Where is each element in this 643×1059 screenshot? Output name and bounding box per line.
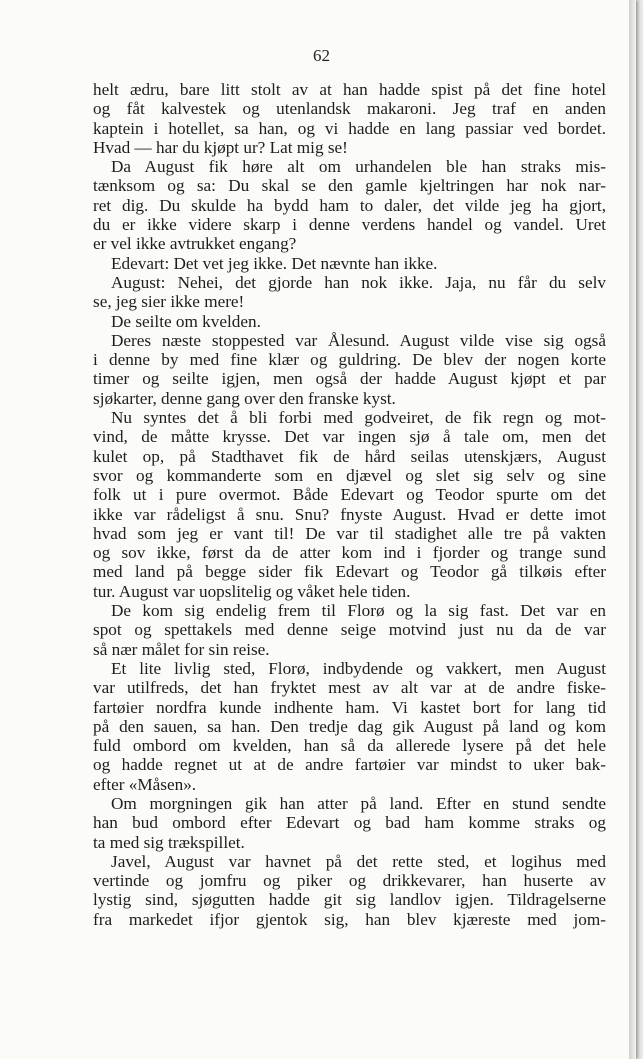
text-line: ta med sig trækspillet.: [93, 832, 245, 852]
text-line: Edevart: Det vet jeg ikke. Det nævnte han ikke.: [111, 253, 438, 273]
text-line: ikke var rådeligst å snu. Snu? fnyste August. Hvad er dette imot: [93, 504, 606, 524]
text-line: han bud ombord efter Edevart og bad ham komme straks og: [93, 813, 606, 833]
text-line: Hvad — har du kjøpt ur? Lat mig se!: [93, 137, 348, 157]
text-line: Nu syntes det å bli forbi med godveiret, de fik regn og mot-: [111, 408, 606, 428]
text-line: fuld ombord om kvelden, han så da allerede lysere på det hele: [93, 736, 606, 756]
text-line: efter «Måsen».: [93, 774, 197, 794]
text-line: De seilte om kvelden.: [111, 311, 261, 331]
text-line: Deres næste stoppested var Ålesund. August vilde vise sig også: [111, 330, 606, 350]
text-line: vertinde og jomfru og piker og drikkevarer, han huserte av: [93, 871, 606, 891]
text-line: kulet op, på Stadthavet fik de hård seilas utenskjærs, August: [93, 446, 606, 466]
page-number: 62: [313, 46, 330, 65]
text-line: se, jeg sier ikke mere!: [93, 292, 245, 312]
text-line: var utilfreds, det han fryktet mest av alt var at de andre fiske-: [93, 678, 606, 698]
text-line: Da August fik høre alt om urhandelen ble han straks mis-: [111, 157, 606, 177]
text-line: svor og kommanderte som en djævel og slet sig selv og sine: [93, 465, 606, 485]
text-line: sjøkarter, denne gang over den franske kyst.: [93, 388, 396, 408]
text-line: med land på begge sider fik Edevart og Teodor gå tilkøis efter: [93, 562, 606, 582]
text-line: Javel, August var havnet på det rette sted, et logihus med: [111, 851, 606, 871]
text-line: Et lite livlig sted, Florø, indbydende og vakkert, men August: [111, 658, 606, 678]
text-line: lystig sind, sjøgutten hadde git sig landlov igjen. Tildragelserne: [93, 890, 606, 910]
text-line: du er ikke videre skarp i denne verdens handel og vandel. Uret: [93, 215, 606, 235]
text-line: tænksom og sa: Du skal se den gamle kjeltringen har nok nar-: [93, 176, 606, 196]
body-text: [93, 80, 606, 929]
text-line: og hadde regnet ut at de andre fartøier var mindst to uker bak-: [93, 755, 606, 775]
text-line: så nær målet for sin reise.: [93, 639, 270, 659]
text-line: i denne by med fine klær og guldring. De blev der nogen korte: [93, 350, 606, 370]
text-line: hvad som jeg er vant til! De var til stadighet alle tre på vakten: [93, 523, 606, 543]
text-line: kaptein i hotellet, sa han, og vi hadde en lang passiar ved bordet.: [93, 118, 606, 138]
text-line: ret dig. Du skulde ha bydd ham to daler, det vilde jeg ha gjort,: [93, 195, 606, 215]
text-line: Om morgningen gik han atter på land. Efter en stund sendte: [111, 793, 606, 813]
text-line: helt ædru, bare litt stolt av at han hadde spist på det fine hotel: [93, 80, 606, 99]
text-line: fra markedet ifjor gjentok sig, han blev kjæreste med jom-: [93, 909, 606, 929]
text-line: timer og seilte igjen, men også der hadde August kjøpt et par: [93, 369, 606, 389]
text-line: er vel ikke avtrukket engang?: [93, 234, 297, 254]
text-line: tur. August var uopslitelig og våket hele tiden.: [93, 581, 411, 601]
page-edge: [629, 0, 636, 1059]
text-line: August: Nehei, det gjorde han nok ikke. Jaja, nu får du selv: [111, 272, 606, 292]
text-line: på den sauen, sa han. Den tredje dag gik August på land og kom: [93, 716, 606, 736]
text-line: og fåt kalvestek og utenlandsk makaroni. Jeg traf en anden: [93, 99, 606, 119]
text-line: folk ut i pure overmot. Både Edevart og Teodor spurte om det: [93, 485, 606, 505]
text-line: spot og spettakels med denne seige motvind just nu da de var: [93, 620, 606, 640]
text-line: De kom sig endelig frem til Florø og la sig fast. Det var en: [111, 601, 606, 621]
text-line: og sov ikke, først da de atter kom ind i fjorder og trange sund: [93, 543, 606, 563]
text-line: fartøier nordfra kunde indhente ham. Vi kastet bort for lang tid: [93, 697, 606, 717]
text-line: vind, de måtte krysse. Det var ingen sjø å tale om, men det: [93, 427, 606, 447]
